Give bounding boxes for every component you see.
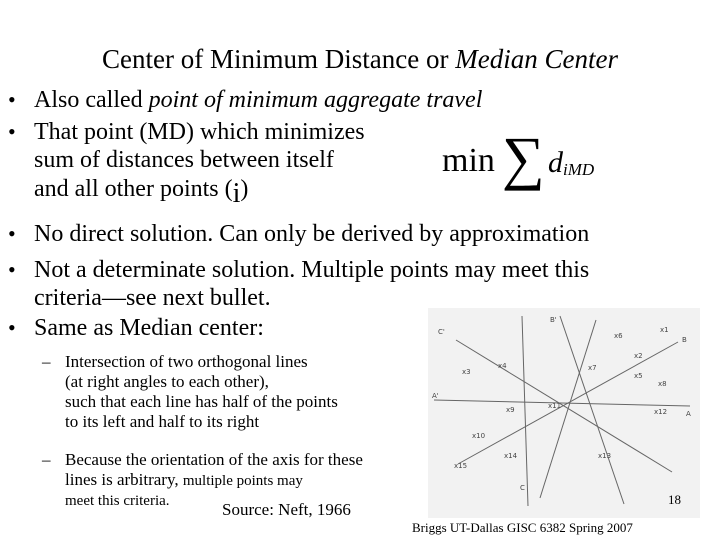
bullet-dot: • (8, 87, 16, 112)
bullet-2-text (34, 118, 365, 209)
bullet-dot: • (8, 119, 16, 144)
fig-label-cprime: C' (438, 328, 445, 336)
fig-point-12: x12 (654, 408, 668, 416)
bullet-2-line-3 (34, 174, 365, 209)
fig-point-11: x11 (548, 402, 562, 410)
fig-label-c: C (520, 484, 525, 492)
page-number: 18 (668, 492, 681, 507)
fig-label-aprime: A' (432, 392, 439, 400)
median-center-figure (428, 308, 700, 518)
bullet-4-line-1: Not a determinate solution. Multiple points may meet this (34, 257, 590, 283)
fig-point-15: x15 (454, 462, 468, 470)
bullet-4-text (34, 256, 589, 312)
subbullet-1-line-2: (at right angles to each other), (65, 372, 269, 391)
bullet-2-line-2: sum of distances between itself (34, 147, 334, 173)
formula-d: d (548, 146, 563, 179)
formula-min: min (442, 142, 495, 179)
subbullet-1-line-1: Intersection of two orthogonal lines (65, 352, 308, 371)
fig-point-7: x7 (588, 364, 597, 372)
line-c-vertical (522, 316, 528, 506)
bullet-4-line-2: criteria—see next bullet. (34, 285, 271, 311)
fig-label-bprime: B' (550, 316, 557, 324)
bullet-dot: • (8, 221, 16, 246)
subbullet-2-line-3: meet this criteria. (65, 493, 170, 509)
fig-point-1: x1 (660, 326, 669, 334)
bullet-1-italic: point of minimum aggregate travel (148, 87, 483, 113)
fig-point-3: x3 (462, 368, 471, 376)
fig-point-6: x6 (614, 332, 623, 340)
fig-point-14: x14 (504, 452, 518, 460)
fig-point-9: x9 (506, 406, 515, 414)
figure-svg (428, 308, 700, 518)
fig-point-8: x8 (658, 380, 667, 388)
slide-title (0, 44, 720, 75)
subbullet-1-line-3: such that each line has half of the points (65, 392, 338, 411)
bullet-1-plain: Also called (34, 87, 149, 113)
bullet-dot: • (8, 257, 16, 282)
subbullet-dash: – (42, 450, 51, 469)
subbullet-2-line-2 (65, 470, 363, 491)
bullet-dot: • (8, 315, 16, 340)
subbullet-2-line-2-text: lines is arbitrary, (65, 470, 183, 489)
fig-point-4: x4 (498, 362, 507, 370)
bullet-1-text (34, 86, 482, 114)
source-citation: Source: Neft, 1966 (222, 500, 351, 519)
formula-sigma: ∑ (502, 125, 545, 191)
fig-point-5: x5 (634, 372, 643, 380)
bullet-2-line-1: That point (MD) which minimizes (34, 119, 365, 145)
title-main: Center of Minimum Distance or (102, 44, 456, 74)
subbullet-2-small: multiple points may (182, 473, 303, 489)
formula-subscript: iMD (563, 160, 595, 179)
fig-label-a: A (686, 410, 691, 418)
fig-point-10: x10 (472, 432, 486, 440)
subbullet-1-text (65, 352, 338, 432)
subbullet-1-line-4: to its left and half to its right (65, 412, 260, 431)
fig-point-2: x2 (634, 352, 643, 360)
bullet-2-subscript: i (232, 178, 241, 209)
bullet-2-tail: ) (240, 176, 249, 202)
footer-text: Briggs UT-Dallas GISC 6382 Spring 2007 (412, 520, 633, 535)
bullet-3-text: No direct solution. Can only be derived by approximation (34, 221, 590, 247)
fig-label-b: B (682, 336, 687, 344)
fig-point-13: x13 (598, 452, 612, 460)
line-b (458, 342, 678, 464)
bullet-2-line-3-text: and all other points ( (34, 176, 233, 202)
title-italic: Median Center (455, 44, 618, 74)
subbullet-dash: – (42, 352, 51, 371)
subbullet-2-line-1: Because the orientation of the axis for these (65, 450, 363, 469)
bullet-5-text: Same as Median center: (34, 315, 264, 341)
